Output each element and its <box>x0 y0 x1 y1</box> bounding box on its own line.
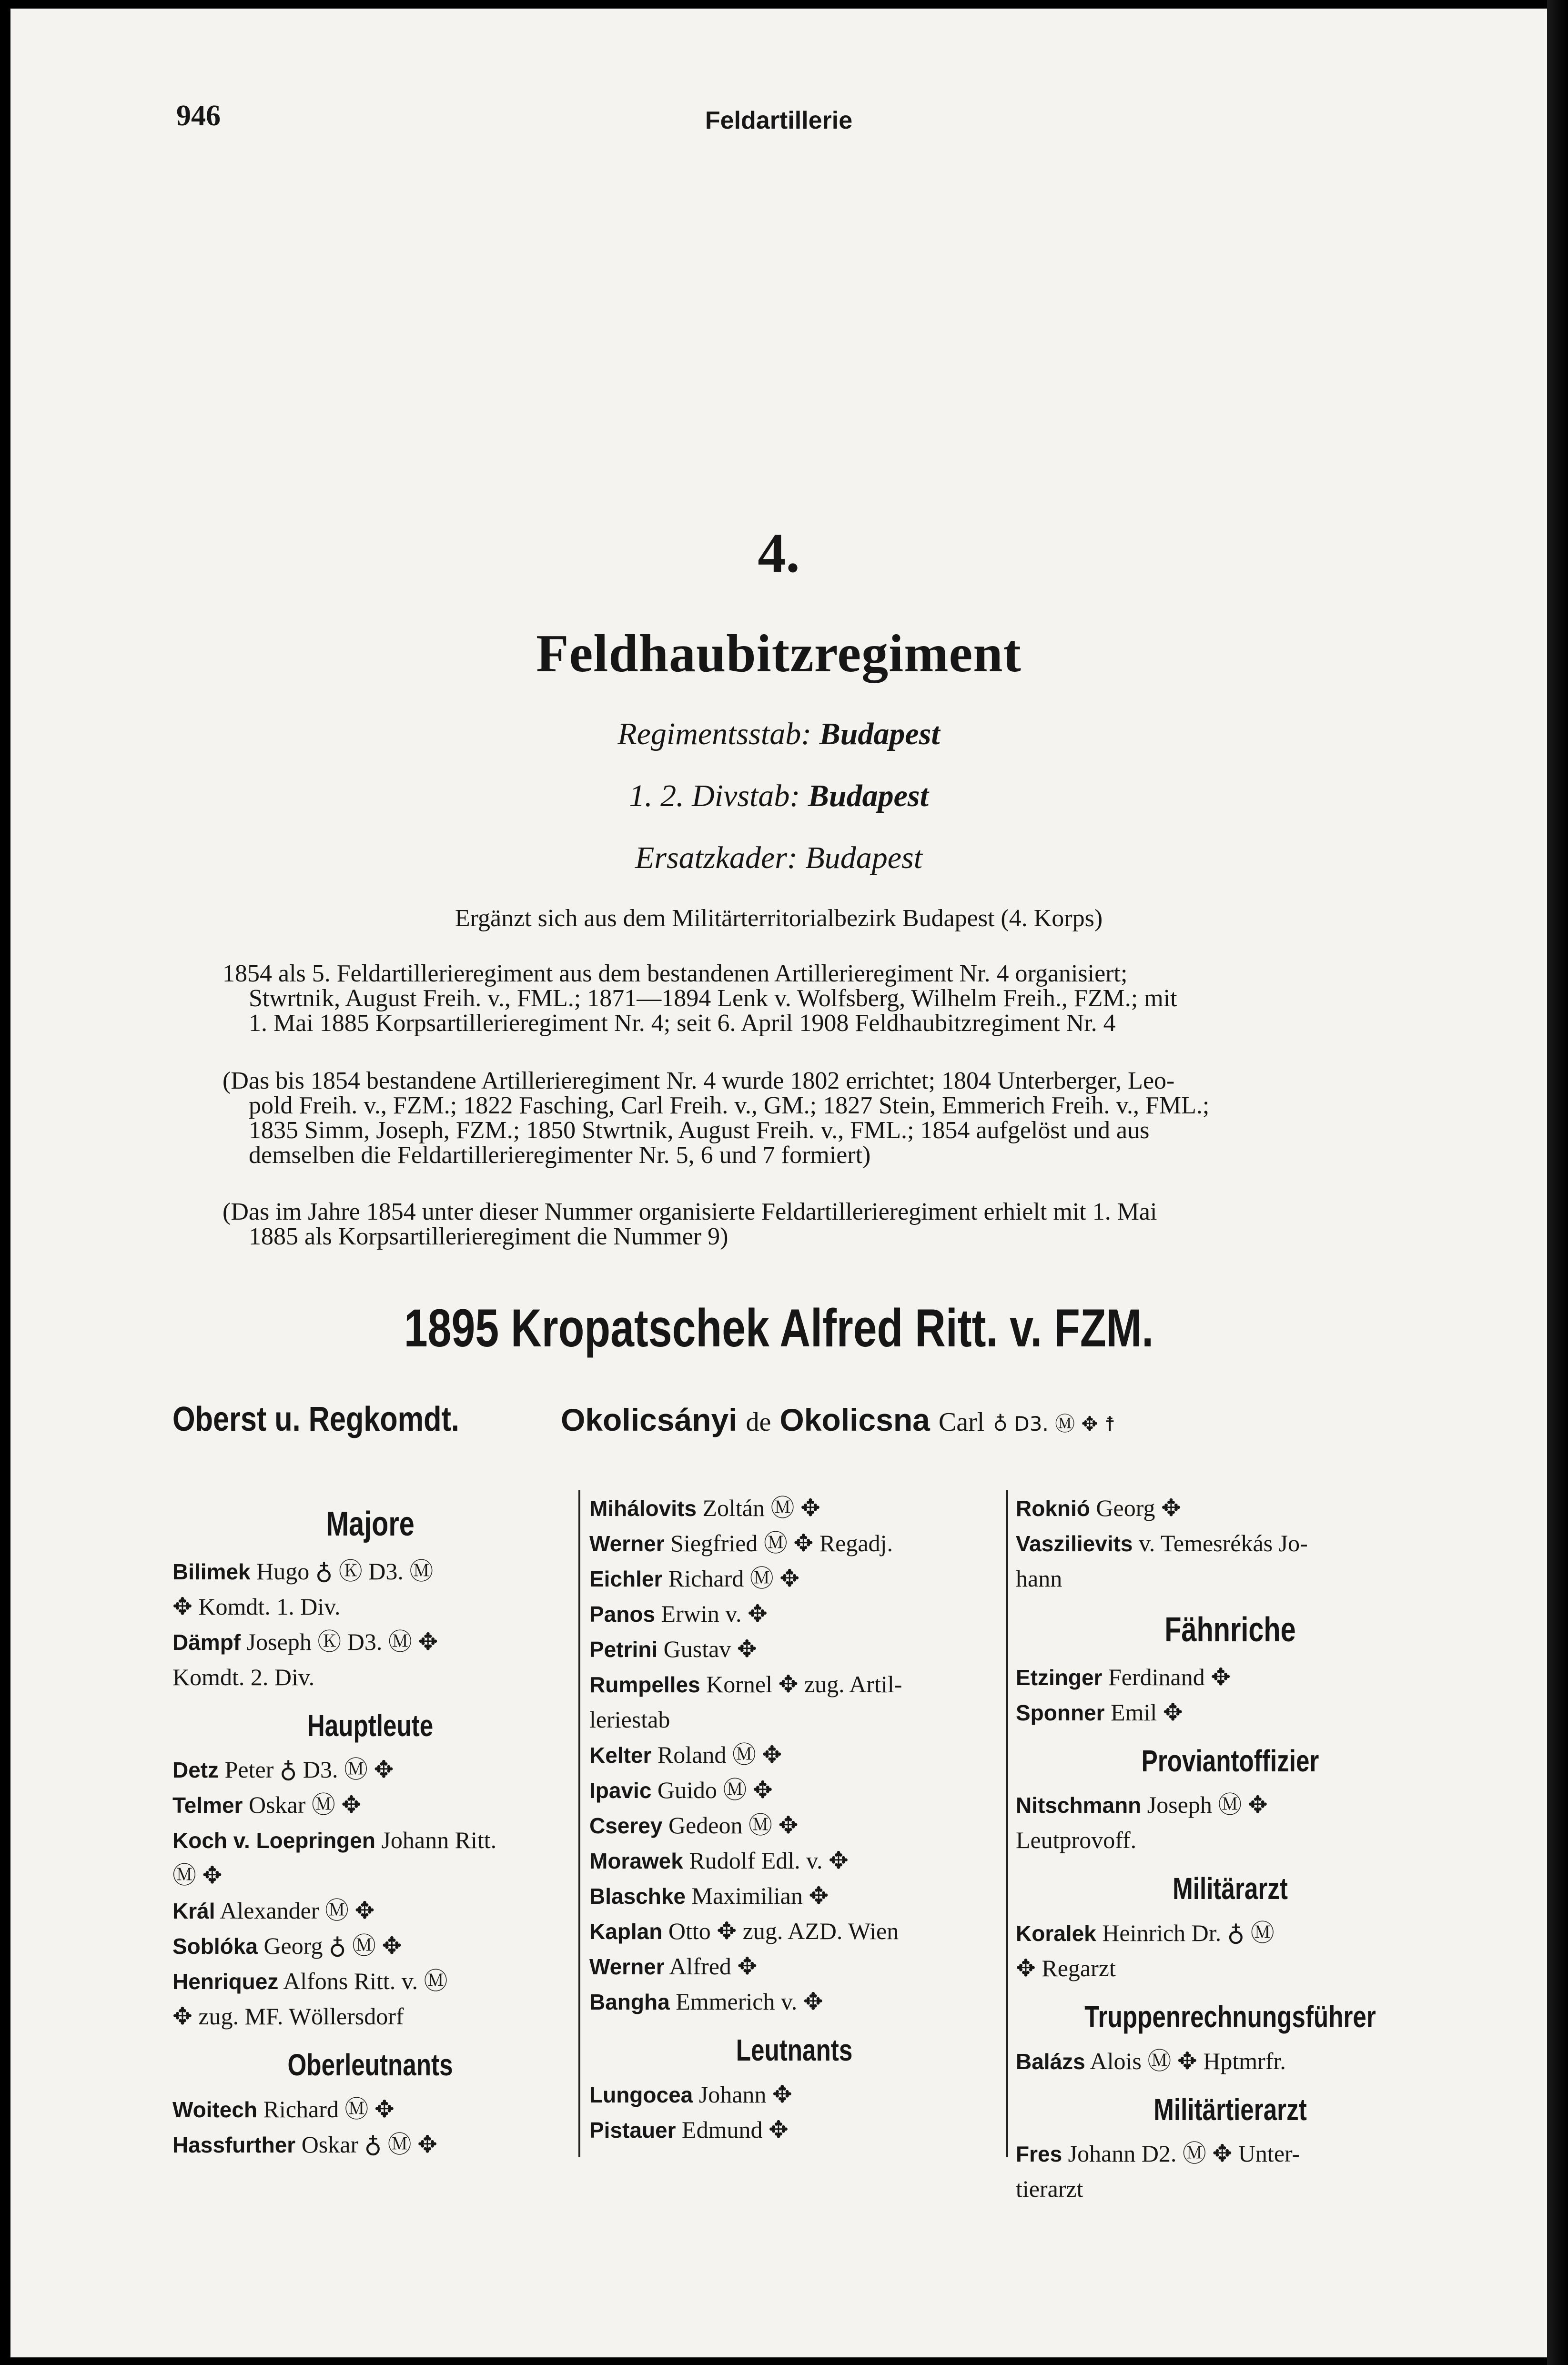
history-line: Stwrtnik, August Freih. v., FML.; 1871—1894 Lenk v. Wolfsberg, Wilhelm Freih., FZM.; mit <box>249 985 1177 1012</box>
roster-entry <box>589 1561 999 1596</box>
roster-entry-continuation: tierarzt <box>1016 2175 1083 2203</box>
roster-entry <box>1016 1526 1445 1561</box>
roster-entry <box>172 1752 568 1787</box>
commander-row <box>172 1400 1547 1439</box>
officer-surname: Koch v. Loepringen <box>172 1828 375 1853</box>
officer-details: Ferdinand ✥ <box>1108 1663 1231 1690</box>
officer-surname: Woitech <box>172 2097 258 2122</box>
station-place: Budapest <box>805 840 923 875</box>
roster-entry <box>172 1787 568 1822</box>
book-page <box>10 9 1547 2357</box>
rank-heading: Hauptleute <box>307 1708 434 1743</box>
roster-entry <box>1016 2043 1445 2079</box>
running-head: Feldartillerie <box>705 107 853 134</box>
roster-entry <box>589 2077 999 2112</box>
officer-details: Joseph Ⓜ ✥ <box>1147 1791 1268 1819</box>
officer-details: Johann ✥ <box>698 2081 792 2108</box>
roster-entry <box>1016 1695 1445 1730</box>
column-divider <box>578 1490 580 2157</box>
officer-surname: Cserey <box>589 1813 663 1838</box>
roster-entry <box>1016 1659 1445 1695</box>
regiment-title: Feldhaubitzregiment <box>536 624 1022 683</box>
rank-heading: Militärtierarzt <box>1153 2092 1307 2127</box>
officer-surname: Detz <box>172 1758 219 1783</box>
roster-entry-continuation: ✥ Komdt. 1. Div. <box>172 1593 341 1620</box>
officer-surname: Koralek <box>1016 1920 1096 1946</box>
officer-surname: Fres <box>1016 2142 1062 2167</box>
station-place: Budapest <box>808 778 929 813</box>
roster-column-1 <box>172 1490 568 2162</box>
station-ersatzkader <box>10 840 1547 876</box>
station-regimentsstab <box>10 716 1547 752</box>
history-line: demselben die Feldartillerieregimenter Nr. 5, 6 und 7 formiert) <box>249 1142 871 1169</box>
officer-details: Hugo ♁ Ⓚ D3. Ⓜ <box>256 1557 434 1585</box>
page-edge-shadow <box>1547 0 1568 2365</box>
rank-heading: Leutnants <box>736 2033 853 2067</box>
roster-entry <box>172 2127 568 2162</box>
officer-surname: Werner <box>589 1954 665 1979</box>
roster-entry-continuation: leriestab <box>589 1706 670 1733</box>
history-line: 1835 Simm, Joseph, FZM.; 1850 Stwrtnik, August Freih. v., FML.; 1854 aufgelöst und aus <box>249 1117 1150 1144</box>
officer-details: Gedeon Ⓜ ✥ <box>668 1812 799 1839</box>
decoration-icons: ♁ D3. Ⓜ ✥ ☨ <box>993 1412 1115 1435</box>
roster-entry <box>1016 1915 1445 1951</box>
officer-surname: Eichler <box>589 1567 663 1591</box>
officer-details: Joseph Ⓚ D3. Ⓜ ✥ <box>246 1628 438 1655</box>
officer-surname: Nitschmann <box>1016 1793 1142 1818</box>
officer-surname: Petrini <box>589 1637 658 1662</box>
roster-entry <box>589 2112 999 2147</box>
roster-entry <box>172 2092 568 2127</box>
officer-surname: Král <box>172 1899 215 1924</box>
officer-surname: Vaszilievits <box>1016 1531 1133 1556</box>
officer-details: Zoltán Ⓜ ✥ <box>702 1495 820 1521</box>
section-number: 4. <box>758 522 800 584</box>
officer-details: Kornel ✥ zug. Artil- <box>706 1671 902 1698</box>
rank-heading: Majore <box>326 1505 415 1543</box>
roster-entry <box>589 1772 999 1808</box>
officer-surname: Lungocea <box>589 2082 693 2107</box>
officer-details: Heinrich Dr. ♁ Ⓜ <box>1102 1919 1275 1946</box>
roster-column-3 <box>1016 1490 1445 2206</box>
station-place: Budapest <box>819 717 940 751</box>
officer-surname: Roknió <box>1016 1496 1090 1521</box>
officer-details: Maximilian ✥ <box>691 1882 829 1909</box>
rank-heading: Oberleutnants <box>287 2048 453 2082</box>
officer-details: Roland Ⓜ ✥ <box>657 1741 782 1768</box>
history-line: 1. Mai 1885 Korpsartillerieregiment Nr. 4; seit 6. April 1908 Feldhaubitzregiment Nr. 4 <box>249 1010 1116 1037</box>
roster-entry <box>589 1490 999 1526</box>
roster-entry <box>172 1822 568 1858</box>
rank-heading: Militärarzt <box>1173 1871 1288 1906</box>
officer-details: Richard Ⓜ ✥ <box>668 1565 800 1592</box>
officer-details: Guido Ⓜ ✥ <box>657 1777 773 1803</box>
station-label: 1. 2. Divstab: <box>629 778 800 813</box>
roster-column-2 <box>589 1490 999 2147</box>
officer-surname: Soblóka <box>172 1934 258 1959</box>
rank-heading: Truppenrechnungsführer <box>1084 1999 1376 2034</box>
officer-details: Oskar ♁ Ⓜ ✥ <box>301 2131 438 2158</box>
roster-entry <box>589 1843 999 1878</box>
officer-details: Gustav ✥ <box>663 1636 757 1662</box>
roster-entry <box>1016 2136 1445 2171</box>
roster-entry <box>589 1949 999 1984</box>
roster-entry <box>1016 1490 1445 1526</box>
supplement-note: Ergänzt sich aus dem Militärterritorialbezirk Budapest (4. Korps) <box>455 905 1103 932</box>
officer-surname: Werner <box>589 1531 665 1556</box>
commander-surname2: Okolicsna <box>779 1402 930 1437</box>
roster-entry-continuation: ✥ zug. MF. Wöllersdorf <box>172 2003 404 2030</box>
commander-rank: Oberst u. Regkomdt. <box>172 1400 459 1438</box>
station-label: Ersatzkader: <box>635 840 798 875</box>
history-line: (Das bis 1854 bestandene Artillerieregiment Nr. 4 wurde 1802 errichtet; 1804 Unterberger, Leo- <box>223 1067 1175 1094</box>
officer-details: Johann D2. Ⓜ ✥ Unter- <box>1068 2140 1300 2167</box>
roster-entry <box>589 1596 999 1631</box>
officer-details: Edmund ✥ <box>682 2116 789 2143</box>
officer-details: Georg ✥ <box>1096 1495 1181 1521</box>
roster-entry <box>1016 1787 1445 1822</box>
commander-surname: Okolicsányi <box>561 1402 738 1437</box>
officer-surname: Sponner <box>1016 1700 1105 1725</box>
roster-entry <box>589 1631 999 1667</box>
officer-surname: Henriquez <box>172 1969 279 1994</box>
rank-heading: Fähnriche <box>1164 1611 1296 1649</box>
history-line: 1885 als Korpsartillerieregiment die Nummer 9) <box>249 1223 728 1250</box>
officer-surname: Bangha <box>589 1990 670 2014</box>
roster-entry-continuation: hann <box>1016 1565 1062 1592</box>
roster-entry <box>589 1526 999 1561</box>
officer-details: Erwin v. ✥ <box>661 1600 768 1627</box>
officer-surname: Blaschke <box>589 1884 686 1909</box>
roster-entry <box>589 1984 999 2019</box>
officer-details: Alfons Ritt. v. Ⓜ <box>283 1968 448 1995</box>
roster-entry <box>172 1928 568 1963</box>
roster-entry <box>172 1554 568 1589</box>
commander-given: Carl <box>938 1407 985 1437</box>
history-paragraph <box>223 1200 1423 1249</box>
history-paragraph <box>223 1069 1423 1168</box>
roster-entry-continuation: Ⓜ ✥ <box>172 1862 223 1889</box>
commander-particle: de <box>746 1407 771 1437</box>
officer-details: Emmerich v. ✥ <box>676 1988 823 2015</box>
officer-surname: Kelter <box>589 1743 652 1768</box>
officer-details: Otto ✥ zug. AZD. Wien <box>668 1918 899 1944</box>
officer-surname: Balázs <box>1016 2049 1085 2074</box>
officer-details: v. Temesrékás Jo- <box>1139 1530 1308 1556</box>
officer-surname: Etzinger <box>1016 1665 1103 1690</box>
roster-entry <box>589 1808 999 1843</box>
officer-surname: Rumpelles <box>589 1672 700 1697</box>
officer-details: Georg ♁ Ⓜ ✥ <box>263 1932 402 1960</box>
column-divider <box>1006 1490 1008 2157</box>
officer-surname: Bilimek <box>172 1559 251 1584</box>
roster-entry <box>172 1893 568 1928</box>
roster-entry <box>172 1963 568 1999</box>
roster-entry-continuation: Komdt. 2. Div. <box>172 1663 315 1690</box>
officer-details: Siegfried Ⓜ ✥ Regadj. <box>670 1530 893 1556</box>
officer-surname: Panos <box>589 1602 656 1627</box>
officer-surname: Dämpf <box>172 1629 241 1655</box>
history-line: 1854 als 5. Feldartillerieregiment aus dem bestandenen Artillerieregiment Nr. 4 organisiert; <box>223 960 1128 987</box>
officer-details: Johann Ritt. <box>381 1827 497 1854</box>
officer-surname: Hassfurther <box>172 2132 296 2157</box>
roster-entry <box>589 1913 999 1949</box>
history-line: (Das im Jahre 1854 unter dieser Nummer organisierte Feldartillerieregiment erhielt mit 1. Mai <box>223 1198 1157 1225</box>
roster-entry <box>589 1667 999 1702</box>
officer-surname: Kaplan <box>589 1919 663 1944</box>
station-divstab <box>10 778 1547 814</box>
officer-surname: Ipavic <box>589 1778 652 1803</box>
officer-details: Rudolf Edl. v. ✥ <box>689 1847 849 1874</box>
officer-surname: Pistauer <box>589 2117 676 2143</box>
officer-surname: Mihálovits <box>589 1496 697 1521</box>
officer-surname: Morawek <box>589 1849 683 1873</box>
officer-details: Peter ♁ D3. Ⓜ ✥ <box>224 1756 394 1783</box>
officer-surname: Telmer <box>172 1793 243 1818</box>
history-line: pold Freih. v., FZM.; 1822 Fasching, Carl Freih. v., GM.; 1827 Stein, Emmerich Freih. v., FML.; <box>249 1092 1210 1119</box>
officer-details: Alois Ⓜ ✥ Hptmrfr. <box>1090 2047 1286 2074</box>
roster-entry <box>589 1737 999 1772</box>
roster-entry <box>172 1624 568 1659</box>
roster-entry-continuation: Leutprovoff. <box>1016 1827 1137 1854</box>
officer-details: Richard Ⓜ ✥ <box>263 2095 395 2122</box>
regiment-owner: 1895 Kropatschek Alfred Ritt. v. FZM. <box>404 1298 1154 1358</box>
station-label: Regimentsstab: <box>617 717 812 751</box>
rank-heading: Proviantoffizier <box>1141 1743 1319 1778</box>
officer-details: Oskar Ⓜ ✥ <box>248 1791 362 1819</box>
officer-details: Alexander Ⓜ ✥ <box>220 1897 375 1924</box>
history-paragraph <box>223 961 1423 1036</box>
officer-details: Emil ✥ <box>1111 1698 1183 1726</box>
commander-name <box>561 1400 1115 1439</box>
roster-entry <box>589 1878 999 1913</box>
officer-details: Alfred ✥ <box>669 1953 758 1980</box>
page-number: 946 <box>176 100 221 132</box>
roster-entry-continuation: ✥ Regarzt <box>1016 1954 1116 1981</box>
